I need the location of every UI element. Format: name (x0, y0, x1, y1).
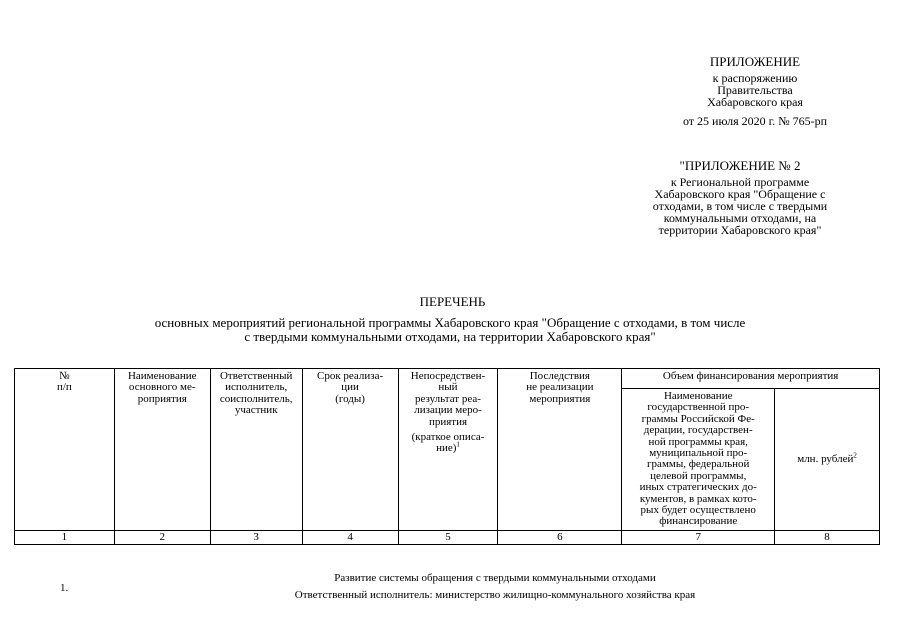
appendix-block (640, 54, 870, 127)
appendix2-line: коммунальными отходами, на (663, 211, 817, 225)
header-cell-measure-name: Наименование основного ме- роприятия (114, 369, 210, 531)
column-number: 5 (398, 530, 498, 544)
document-title: ПЕРЕЧЕНЬ (419, 294, 486, 309)
column-number-row (15, 530, 880, 544)
appendix2-line: территории Хабаровского края" (658, 223, 822, 237)
subtitle-line: с твердыми коммунальными отходами, на территории Хабаровского края" (244, 329, 656, 344)
section-executor: Ответственный исполнитель: министерство жилищно-коммунального хозяйства края (294, 589, 696, 601)
footnote-2-mark: 2 (853, 451, 857, 460)
appendix2-line: отходами, в том числе с твердыми (652, 199, 828, 213)
header-row (15, 369, 880, 389)
column-number: 6 (498, 530, 622, 544)
column-number: 8 (775, 530, 880, 544)
column-number: 1 (15, 530, 115, 544)
header-cell-program-name: Наименование государственной про- граммы Российской Фе- дерации, государствен- ной программы края, муниципальной про- граммы, федеральной целевой программы, иных стратегических до- кументов, в рамках кото- рых будет осуществлено финансирование (622, 389, 775, 531)
header-cell-result: Непосредствен- ный результат реа- лизации меро- приятия (краткое описа- ние)$^1$ (398, 369, 498, 531)
section-number: 1. (60, 582, 69, 594)
column-number: 7 (622, 530, 775, 544)
appendix-line: Правительства (717, 83, 793, 97)
appendix-title: ПРИЛОЖЕНИЕ (709, 54, 801, 69)
appendix2-title: "ПРИЛОЖЕНИЕ № 2 (679, 158, 801, 173)
section-title: Развитие системы обращения с твердыми коммунальными отходами (334, 572, 656, 584)
subtitle-line: основных мероприятий региональной программы Хабаровского края "Обращение с отходами, в том числе (154, 315, 746, 330)
header-cell-number: № п/п (15, 369, 115, 531)
column-number: 4 (302, 530, 398, 544)
column-number: 2 (114, 530, 210, 544)
header-cell-amount: млн. рублей$^2$ (775, 389, 880, 531)
header-cell-financing-group: Объем финансирования мероприятия (622, 369, 880, 389)
appendix-line: к распоряжению (712, 71, 798, 85)
appendix2-block (610, 158, 870, 236)
appendix-line: Хабаровского края (707, 95, 803, 109)
document-subtitle (95, 316, 805, 344)
header-cell-executor: Ответственный исполнитель, соисполнитель, участник (210, 369, 302, 531)
appendix2-line: к Региональной программе (670, 175, 810, 189)
header-cell-consequences: Последствия не реализации мероприятия (498, 369, 622, 531)
measures-table (14, 368, 880, 545)
appendix-decree-line: от 25 июля 2020 г. № 765-рп (682, 114, 828, 128)
footnote-1-mark: 1 (456, 440, 460, 449)
column-number: 3 (210, 530, 302, 544)
header-cell-period: Срок реализа- ции (годы) (302, 369, 398, 531)
appendix2-line: Хабаровского края "Обращение с (654, 187, 826, 201)
